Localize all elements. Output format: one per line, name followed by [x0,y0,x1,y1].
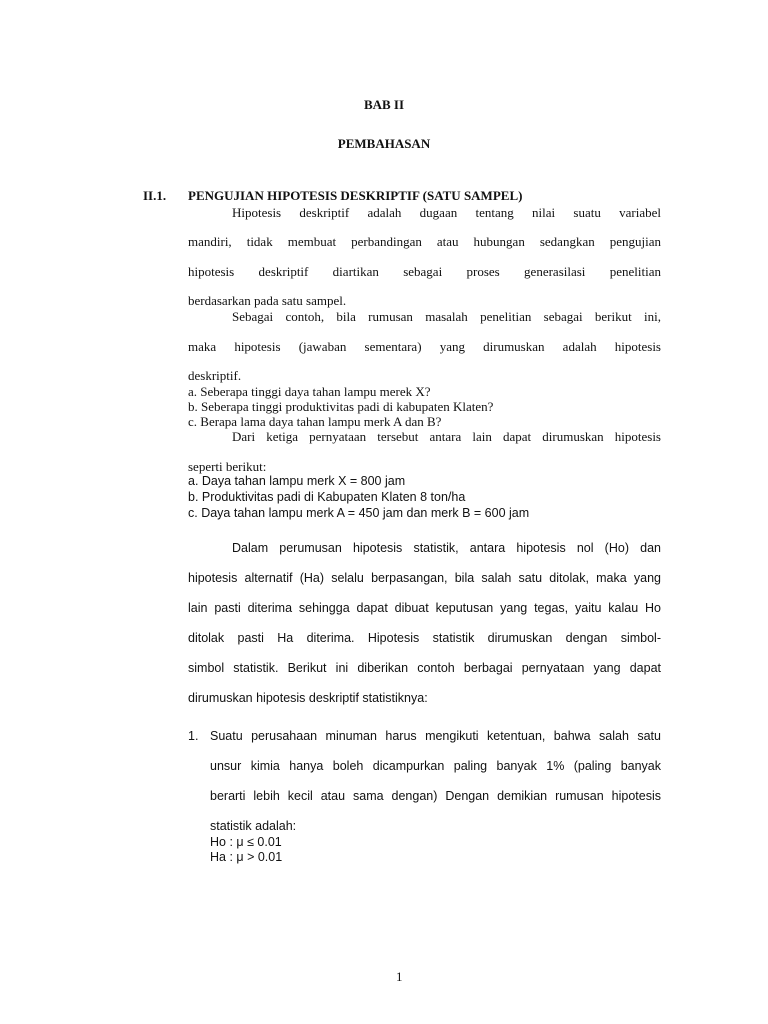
para4-line-3: lain pasti diterima sehingga dapat dibuat keputusan yang tegas, yaitu kalau Ho [188,601,661,615]
hypothesis-b: b. Produktivitas padi di Kabupaten Klaten 8 ton/ha [188,490,466,504]
hypothesis-a: a. Daya tahan lampu merk X = 800 jam [188,474,406,488]
section-title: PENGUJIAN HIPOTESIS DESKRIPTIF (SATU SAMPEL) [188,188,523,203]
item1-line-3: berarti lebih kecil atau sama dengan) Dengan demikian rumusan hipotesis [210,789,661,803]
section-number: II.1. [143,188,167,203]
para2-line-3: deskriptif. [188,368,242,383]
item1-line-1: Suatu perusahaan minuman harus mengikuti ketentuan, bahwa salah satu [210,729,661,743]
item1-line-2: unsur kimia hanya boleh dicampurkan paling banyak 1% (paling banyak [210,759,661,773]
para3-line-1: Dari ketiga pernyataan tersebut antara lain dapat dirumuskan hipotesis [232,429,661,444]
question-c: c. Berapa lama daya tahan lampu merk A dan B? [188,414,442,429]
para1-line-3: hipotesis deskriptif diartikan sebagai proses generasilasi penelitian [188,264,661,279]
para3-line-2: seperti berikut: [188,459,267,474]
hypothesis-c: c. Daya tahan lampu merk A = 450 jam dan merk B = 600 jam [188,506,530,520]
item1-line-4: statistik adalah: [210,819,297,833]
para4-line-6: dirumuskan hipotesis deskriptif statistiknya: [188,691,428,705]
page-number: 1 [396,969,403,984]
chapter-heading: BAB II [363,97,405,112]
para2-line-1: Sebagai contoh, bila rumusan masalah penelitian sebagai berikut ini, [232,309,661,324]
para4-line-1: Dalam perumusan hipotesis statistik, antara hipotesis nol (Ho) dan [232,541,661,555]
question-a: a. Seberapa tinggi daya tahan lampu merek X? [188,384,431,399]
para1-line-2: mandiri, tidak membuat perbandingan atau hubungan sedangkan pengujian [188,234,661,249]
para2-line-2: maka hipotesis (jawaban sementara) yang dirumuskan adalah hipotesis [188,339,661,354]
chapter-title: PEMBAHASAN [337,136,431,151]
para4-line-2: hipotesis alternatif (Ha) selalu berpasangan, bila salah satu ditolak, maka yang [188,571,661,585]
para1-line-4: berdasarkan pada satu sampel. [188,293,347,308]
para1-line-1: Hipotesis deskriptif adalah dugaan tentang nilai suatu variabel [232,205,661,220]
para4-line-4: ditolak pasti Ha diterima. Hipotesis statistik dirumuskan dengan simbol- [188,631,661,645]
item1-number: 1. [188,729,199,743]
para4-line-5: simbol statistik. Berikut ini diberikan contoh berbagai pernyataan yang dapat [188,661,661,675]
question-b: b. Seberapa tinggi produktivitas padi di kabupaten Klaten? [188,399,494,414]
formula-ho: Ho : μ ≤ 0.01 [210,835,282,849]
formula-ha: Ha : μ > 0.01 [210,850,283,864]
